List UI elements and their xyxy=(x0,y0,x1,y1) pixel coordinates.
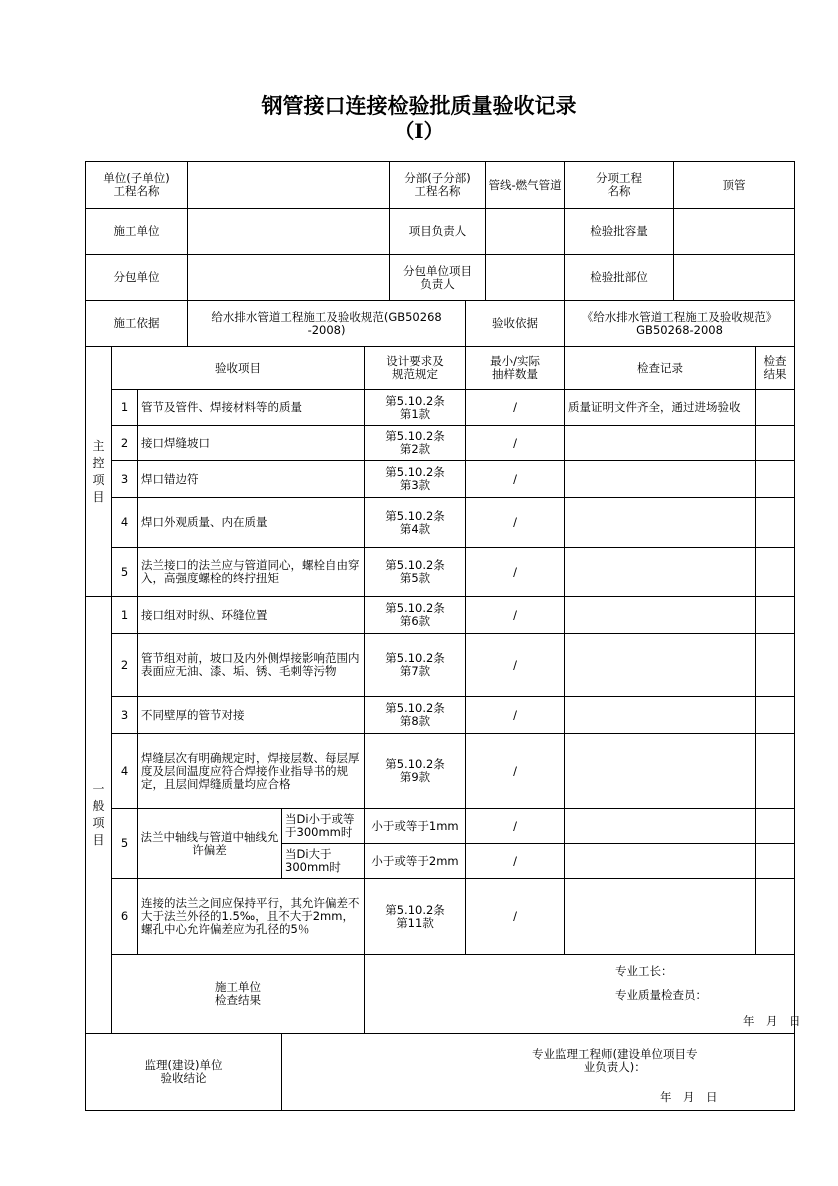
item-spec: 第5.10.2条 第11款 xyxy=(365,879,466,955)
item-description: 不同壁厚的管节对接 xyxy=(138,697,365,734)
item-spec: 第5.10.2条 第6款 xyxy=(365,597,466,634)
table-row xyxy=(86,498,795,548)
item-spec: 小于或等于1mm xyxy=(365,809,466,844)
item-sample[interactable]: / xyxy=(466,634,565,697)
item-number: 3 xyxy=(112,461,138,498)
item-record[interactable] xyxy=(565,634,756,697)
batch-capacity-label: 检验批容量 xyxy=(565,209,674,255)
subitem-name-label: 分项工程 名称 xyxy=(565,162,674,209)
item-sample[interactable]: / xyxy=(466,697,565,734)
item-spec: 第5.10.2条 第2款 xyxy=(365,426,466,461)
col-header-record: 检查记录 xyxy=(565,347,756,390)
inspector-label: 专业质量检查员： xyxy=(615,988,707,1002)
item-result[interactable] xyxy=(756,390,795,426)
item-result[interactable] xyxy=(756,548,795,597)
basis-label: 施工依据 xyxy=(86,301,188,347)
item-record[interactable] xyxy=(565,461,756,498)
item-sample[interactable]: / xyxy=(466,844,565,879)
foreman-label: 专业工长： xyxy=(615,964,673,978)
batch-capacity-value[interactable] xyxy=(674,209,795,255)
item-record[interactable] xyxy=(565,879,756,955)
item-result[interactable] xyxy=(756,844,795,879)
item-sample[interactable]: / xyxy=(466,461,565,498)
item-description: 管节组对前，坡口及内外侧焊接影响范围内表面应无油、漆、垢、锈、毛刺等污物 xyxy=(138,634,365,697)
sub-lead-value[interactable] xyxy=(486,255,565,301)
item-result[interactable] xyxy=(756,809,795,844)
item-record[interactable] xyxy=(565,548,756,597)
construction-check-signature[interactable] xyxy=(365,955,801,1034)
item-number: 5 xyxy=(112,548,138,597)
item-number: 2 xyxy=(112,426,138,461)
item-record[interactable] xyxy=(565,498,756,548)
item-number: 5 xyxy=(112,809,138,879)
item-description: 焊口外观质量、内在质量 xyxy=(138,498,365,548)
general-items-label: 一 般 项 目 xyxy=(86,597,112,1034)
division-name-label: 分部(子分部) 工程名称 xyxy=(390,162,486,209)
item-result[interactable] xyxy=(756,697,795,734)
construction-check-label: 施工单位 检查结果 xyxy=(112,955,365,1034)
item-description: 法兰中轴线与管道中轴线允许偏差 xyxy=(138,809,282,879)
col-header-result: 检查 结果 xyxy=(756,347,795,390)
item-condition: 当Di大于300mm时 xyxy=(282,844,365,879)
project-lead-value[interactable] xyxy=(486,209,565,255)
sub-lead-label: 分包单位项目 负责人 xyxy=(390,255,486,301)
col-header-item: 验收项目 xyxy=(112,347,365,390)
item-number: 2 xyxy=(112,634,138,697)
item-result[interactable] xyxy=(756,734,795,809)
basis-value[interactable]: 给水排水管道工程施工及验收规范(GB50268 -2008) xyxy=(188,301,466,347)
col-header-sample: 最小/实际 抽样数量 xyxy=(466,347,565,390)
table-row xyxy=(86,390,795,426)
item-spec: 第5.10.2条 第8款 xyxy=(365,697,466,734)
item-result[interactable] xyxy=(756,597,795,634)
item-number: 3 xyxy=(112,697,138,734)
col-header-spec: 设计要求及 规范规定 xyxy=(365,347,466,390)
date-label: 年 月 日 xyxy=(660,1090,718,1104)
batch-part-value[interactable] xyxy=(674,255,795,301)
item-sample[interactable]: / xyxy=(466,597,565,634)
item-result[interactable] xyxy=(756,426,795,461)
unit-name-value[interactable] xyxy=(188,162,390,209)
item-record[interactable] xyxy=(565,597,756,634)
batch-part-label: 检验批部位 xyxy=(565,255,674,301)
item-result[interactable] xyxy=(756,879,795,955)
table-row xyxy=(86,548,795,597)
item-record[interactable] xyxy=(565,734,756,809)
item-number: 4 xyxy=(112,498,138,548)
date-label: 年 月 日 xyxy=(743,1014,801,1028)
sub-unit-value[interactable] xyxy=(188,255,390,301)
item-description: 焊口错边符 xyxy=(138,461,365,498)
item-number: 6 xyxy=(112,879,138,955)
item-result[interactable] xyxy=(756,634,795,697)
item-number: 1 xyxy=(112,597,138,634)
item-sample[interactable]: / xyxy=(466,734,565,809)
table-row xyxy=(86,426,795,461)
item-result[interactable] xyxy=(756,498,795,548)
construct-unit-label: 施工单位 xyxy=(86,209,188,255)
unit-name-label: 单位(子单位) 工程名称 xyxy=(86,162,188,209)
table-row xyxy=(86,597,795,634)
main-control-label: 主 控 项 目 xyxy=(86,347,112,597)
supervision-conclusion-label: 监理(建设)单位 验收结论 xyxy=(86,1034,282,1111)
item-description: 接口焊缝坡口 xyxy=(138,426,365,461)
item-spec: 第5.10.2条 第1款 xyxy=(365,390,466,426)
item-sample[interactable]: / xyxy=(466,809,565,844)
acceptance-record-table xyxy=(85,161,801,1111)
table-row xyxy=(86,879,795,955)
item-description: 接口组对时纵、环缝位置 xyxy=(138,597,365,634)
accept-basis-value[interactable]: 《给水排水管道工程施工及验收规范》 GB50268-2008 xyxy=(565,301,795,347)
table-row xyxy=(86,955,795,1034)
item-spec: 第5.10.2条 第4款 xyxy=(365,498,466,548)
item-spec: 第5.10.2条 第7款 xyxy=(365,634,466,697)
item-condition: 当Di小于或等于300mm时 xyxy=(282,809,365,844)
item-spec: 小于或等于2mm xyxy=(365,844,466,879)
construct-unit-value[interactable] xyxy=(188,209,390,255)
table-row xyxy=(86,634,795,697)
engineer-label: 专业监理工程师(建设单位项目专 业负责人)： xyxy=(532,1047,698,1074)
division-name-value[interactable]: 管线-燃气管道 xyxy=(486,162,565,209)
item-record[interactable] xyxy=(565,697,756,734)
item-sample[interactable]: / xyxy=(466,390,565,426)
project-lead-label: 项目负责人 xyxy=(390,209,486,255)
table-row xyxy=(86,461,795,498)
table-row xyxy=(86,809,795,844)
page-subtitle: （Ⅰ） xyxy=(394,119,444,143)
item-record[interactable]: 质量证明文件齐全，通过进场验收 xyxy=(565,390,756,426)
page-title: 钢管接口连接检验批质量验收记录 xyxy=(261,93,577,118)
item-spec: 第5.10.2条 第3款 xyxy=(365,461,466,498)
sub-unit-label: 分包单位 xyxy=(86,255,188,301)
item-spec: 第5.10.2条 第9款 xyxy=(365,734,466,809)
item-record[interactable] xyxy=(565,809,756,844)
item-description: 焊缝层次有明确规定时，焊接层数、每层厚度及层间温度应符合焊接作业指导书的规定，且层间焊缝质量均应合格 xyxy=(138,734,365,809)
item-sample[interactable]: / xyxy=(466,498,565,548)
item-record[interactable] xyxy=(565,844,756,879)
item-description: 管节及管件、焊接材料等的质量 xyxy=(138,390,365,426)
item-description: 连接的法兰之间应保持平行，其允许偏差不大于法兰外径的1.5‰，且不大于2mm，螺孔中心允许偏差应为孔径的5％ xyxy=(138,879,365,955)
item-number: 1 xyxy=(112,390,138,426)
accept-basis-label: 验收依据 xyxy=(466,301,565,347)
item-sample[interactable]: / xyxy=(466,879,565,955)
table-row xyxy=(86,734,795,809)
item-sample[interactable]: / xyxy=(466,548,565,597)
subitem-name-value[interactable]: 顶管 xyxy=(674,162,795,209)
supervision-conclusion-signature[interactable] xyxy=(282,1034,795,1111)
table-row xyxy=(86,1034,795,1111)
table-row xyxy=(86,697,795,734)
item-spec: 第5.10.2条 第5款 xyxy=(365,548,466,597)
item-number: 4 xyxy=(112,734,138,809)
item-result[interactable] xyxy=(756,461,795,498)
item-description: 法兰接口的法兰应与管道同心，螺栓自由穿入，高强度螺栓的终拧扭矩 xyxy=(138,548,365,597)
item-sample[interactable]: / xyxy=(466,426,565,461)
item-record[interactable] xyxy=(565,426,756,461)
